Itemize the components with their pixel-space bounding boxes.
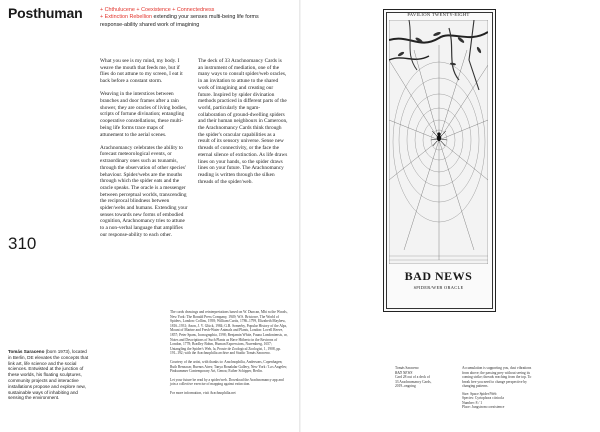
- caption-line: Number: 8 / 1: [462, 400, 483, 405]
- page-gutter: [299, 0, 301, 432]
- card-subtitle: SPIDER/WEB ORACLE: [413, 285, 464, 290]
- keyword-tags: [100, 7, 296, 29]
- card-caption-right: [462, 366, 532, 410]
- paragraph: Arachnomancy celebrates the ability to forecast meteorological events, or extraordinary ones such as tsunamis, through the observation of other species' behaviour. Spider/webs are the mouths through which the spider eats and the oracle speaks. The oracle is a messenger between perceptual worlds, transcending the reciprocal blindness between spider/webs and humans. Extending your senses towards new forms of embodied cognition, Arachnomancy tries to attune to a non-verbal language that amplifies our response-ability to each other.: [100, 144, 188, 238]
- footnote: Courtesy of the artist, with thanks to: Arachnophilia, Andersons, Copenhagen; Ruth Benzacar, Buenos Aires; Tanya Bonakdar Gallery, New York / Los Angeles; Pinksummer Contemporary Art, Genoa; Esther Schipper, Berlin.: [170, 359, 288, 374]
- tag-black: shared work of imagining: [139, 21, 200, 28]
- tag-black: extending your senses: [153, 14, 208, 21]
- paragraph: The deck of 33 Arachnomancy Cards is an instrument of mediation, one of the many ways to consult spider/web oracles, in an invitation to attune to the shared work of imagining and creating our future. Inspired by spider divination methods practiced in different parts of the world, particularly the ngam-collaboration of ground-dwelling spiders and their human neighbours in Cameroon, the Arachnomancy Cards think through the spider's oracular capabilities as a result of its sensory universe. Sense new threads of connectivity, or the face the eternal silence of extinction. As life draws lines on your hands, so the spider draws lines on your future. The Arachnomancy reading is written through the silken threads of the spider/web.: [198, 58, 288, 185]
- footnotes: [170, 310, 288, 400]
- caption-line: 33 Arachnomancy Cards,: [395, 379, 432, 384]
- caption-line: Card 28 out of a deck of: [395, 375, 430, 379]
- caption-line: Species: Cyrtophora citricola: [462, 396, 504, 400]
- footnote: The cards drawings and reinterpretations based on W. Duncan, Mbi ra the Woods, New York: The Ronald Press Company, 1949; W.S. Bristowe, The World of Spiders, London: Collins, 1958; William Curtis, 1786–1799, Elizabeth Mayhew, 1816–1931; Anon, J. V. Glück, 1984; G.B. Somerby, Popular History of the Alps, Mount of Marine and Fresh-Water Animals and Plants, London: Lovell Reeve, 1857; Peter Spans, Iconographia, 1598; Benjamin White, Fauna Londoniensis, or, Notes and Descriptions of Such Plants as Have Hitherto in the Environs of London, 1778; Bradley Bohm, Human Expressions, Nuremberg, 1657; Untangling the Spider's Web, la, Proute de Zoological Zoologist, 1, 1908, pp. 191–192; with the Arachnophilia archive and Studio Tomás Saraceno.: [170, 310, 288, 356]
- caption-line: Tomás Saraceno: [395, 366, 419, 370]
- section-title: Posthuman: [8, 5, 83, 21]
- card-top-label: PAVILION TWENTY-EIGHT: [407, 12, 470, 17]
- caption-line: Size: Space Spider/Web: [462, 391, 497, 396]
- card-title: BAD NEWS: [404, 269, 473, 283]
- spider-web-illustration: [389, 20, 488, 264]
- body-column-1: [100, 58, 188, 245]
- body-column-2: [198, 58, 288, 192]
- paragraph: Weaving in the interstices between branches and door frames after a rain shower, they are oracles of living bodies, scripts of fortune divination; entangling cooperative constellations, these multi-being life forms trace maps of attunement to the aerial scenes.: [100, 91, 187, 138]
- caption-line: Accumulation is supporting you, dust vibrations from above; the passing prey without seeing its coming strike; threads reaching from the top. To break free you need to change perspective by changing patterns.: [462, 366, 532, 388]
- paragraph: What you see is my mind, my body. I weave the mouth that feeds me, but if flies do not attune to my screen, I eat it back before a constant storm.: [100, 58, 183, 85]
- footnote: Let your future be read by a spider/web. Download the Arachnomancy app and join a collective exercise of mapping against extinction.: [170, 377, 284, 387]
- author-bio: [8, 349, 90, 401]
- tag-red: + Extinction Rebellion: [100, 14, 152, 21]
- tag-red: + Chthulucene: [100, 7, 135, 13]
- tag-red: + Connectedness: [172, 7, 215, 13]
- caption-line: 2019–ongoing: [395, 384, 416, 388]
- caption-line: Place: Jungstrom coexistence: [462, 405, 505, 409]
- tag-black: multi-being life forms: [208, 14, 259, 21]
- author-bio-text: (born 1973), located in Berlin, DE elevates the concepts that link art, life science and the social sciences. Entwisted at the junction of these worlds, his floating sculptures, community projects and interactive installations propose and explore new, sustainable ways of inhabiting and sensing the environment.: [8, 349, 89, 401]
- tag-red: + Coexistence: [136, 7, 171, 13]
- page-number: 310: [8, 234, 37, 253]
- tag-black: response-ability: [100, 21, 138, 28]
- card-caption-left: [395, 366, 449, 389]
- author-name: Tomás Saraceno: [8, 349, 45, 354]
- caption-line: BAD NEWS: [395, 370, 413, 375]
- footnote: For more information, visit Arachnophilia.net: [170, 390, 236, 395]
